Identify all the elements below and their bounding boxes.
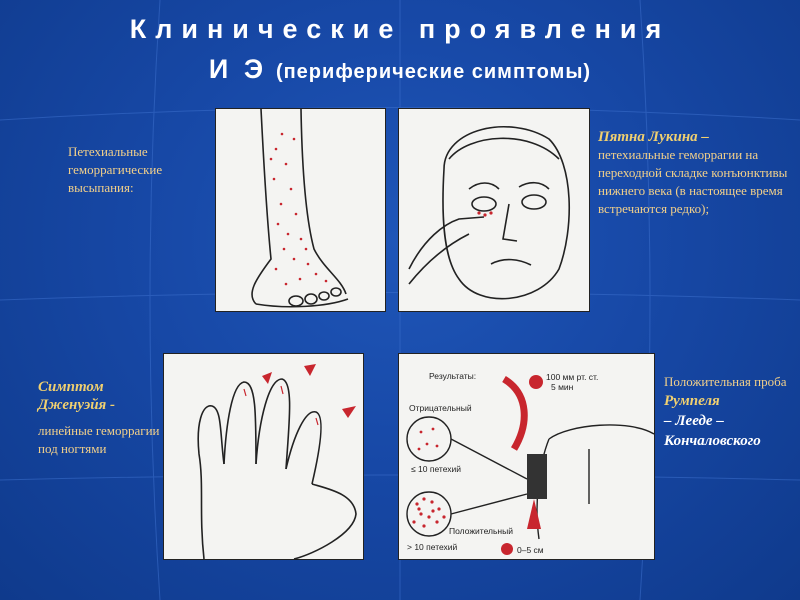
janeway-caption (38, 378, 163, 458)
janeway-title: Симптом Дженуэйя - (38, 379, 116, 413)
petechiae-caption: Петехиальные геморрагические высыпания: (68, 144, 163, 195)
lukin-text: петехиальные геморрагии на переходной складке конъюнктивы нижнего века (в настоящее время встречаются редко); (598, 147, 788, 216)
pressure-line1: 100 мм рт. ст. (546, 372, 599, 382)
negative-label: Отрицательный (409, 403, 472, 413)
face-lukin-spots-image (398, 108, 590, 312)
lukin-title: Пятна Лукина – (598, 129, 709, 145)
le10-label: ≤ 10 петехий (411, 464, 461, 474)
rumpel-prefix: Положительная проба (664, 374, 787, 389)
distance-label: 0–5 см (517, 545, 544, 555)
results-label: Результаты: (429, 371, 477, 381)
rumpel-test-image (398, 353, 655, 560)
slide-title-line1: Клинические проявления (129, 14, 671, 44)
hand-janeway-image (163, 353, 364, 560)
lukin-caption (598, 128, 788, 218)
rumpel-name2: – Лееде – (664, 413, 724, 429)
petechiae-dots (270, 133, 328, 286)
cuff-shape (527, 454, 547, 499)
forearm-marked-area (527, 499, 541, 529)
janeway-text: линейные геморрагии под ногтями (38, 423, 160, 456)
slide-title-line2 (0, 54, 800, 85)
positive-label: Положительный (449, 526, 513, 536)
rumpel-name3: Кончаловского (664, 433, 761, 449)
pressure-arrow (504, 379, 524, 449)
leg-petechiae-image (215, 108, 386, 312)
gt10-label: > 10 петехий (407, 542, 458, 552)
rumpel-caption (664, 372, 799, 451)
rumpel-name1: Румпеля (664, 393, 720, 409)
title-subtitle: (периферические симптомы) (275, 61, 592, 83)
title-abbreviation: И Э (208, 54, 268, 84)
pressure-line2: 5 мин (551, 382, 574, 392)
